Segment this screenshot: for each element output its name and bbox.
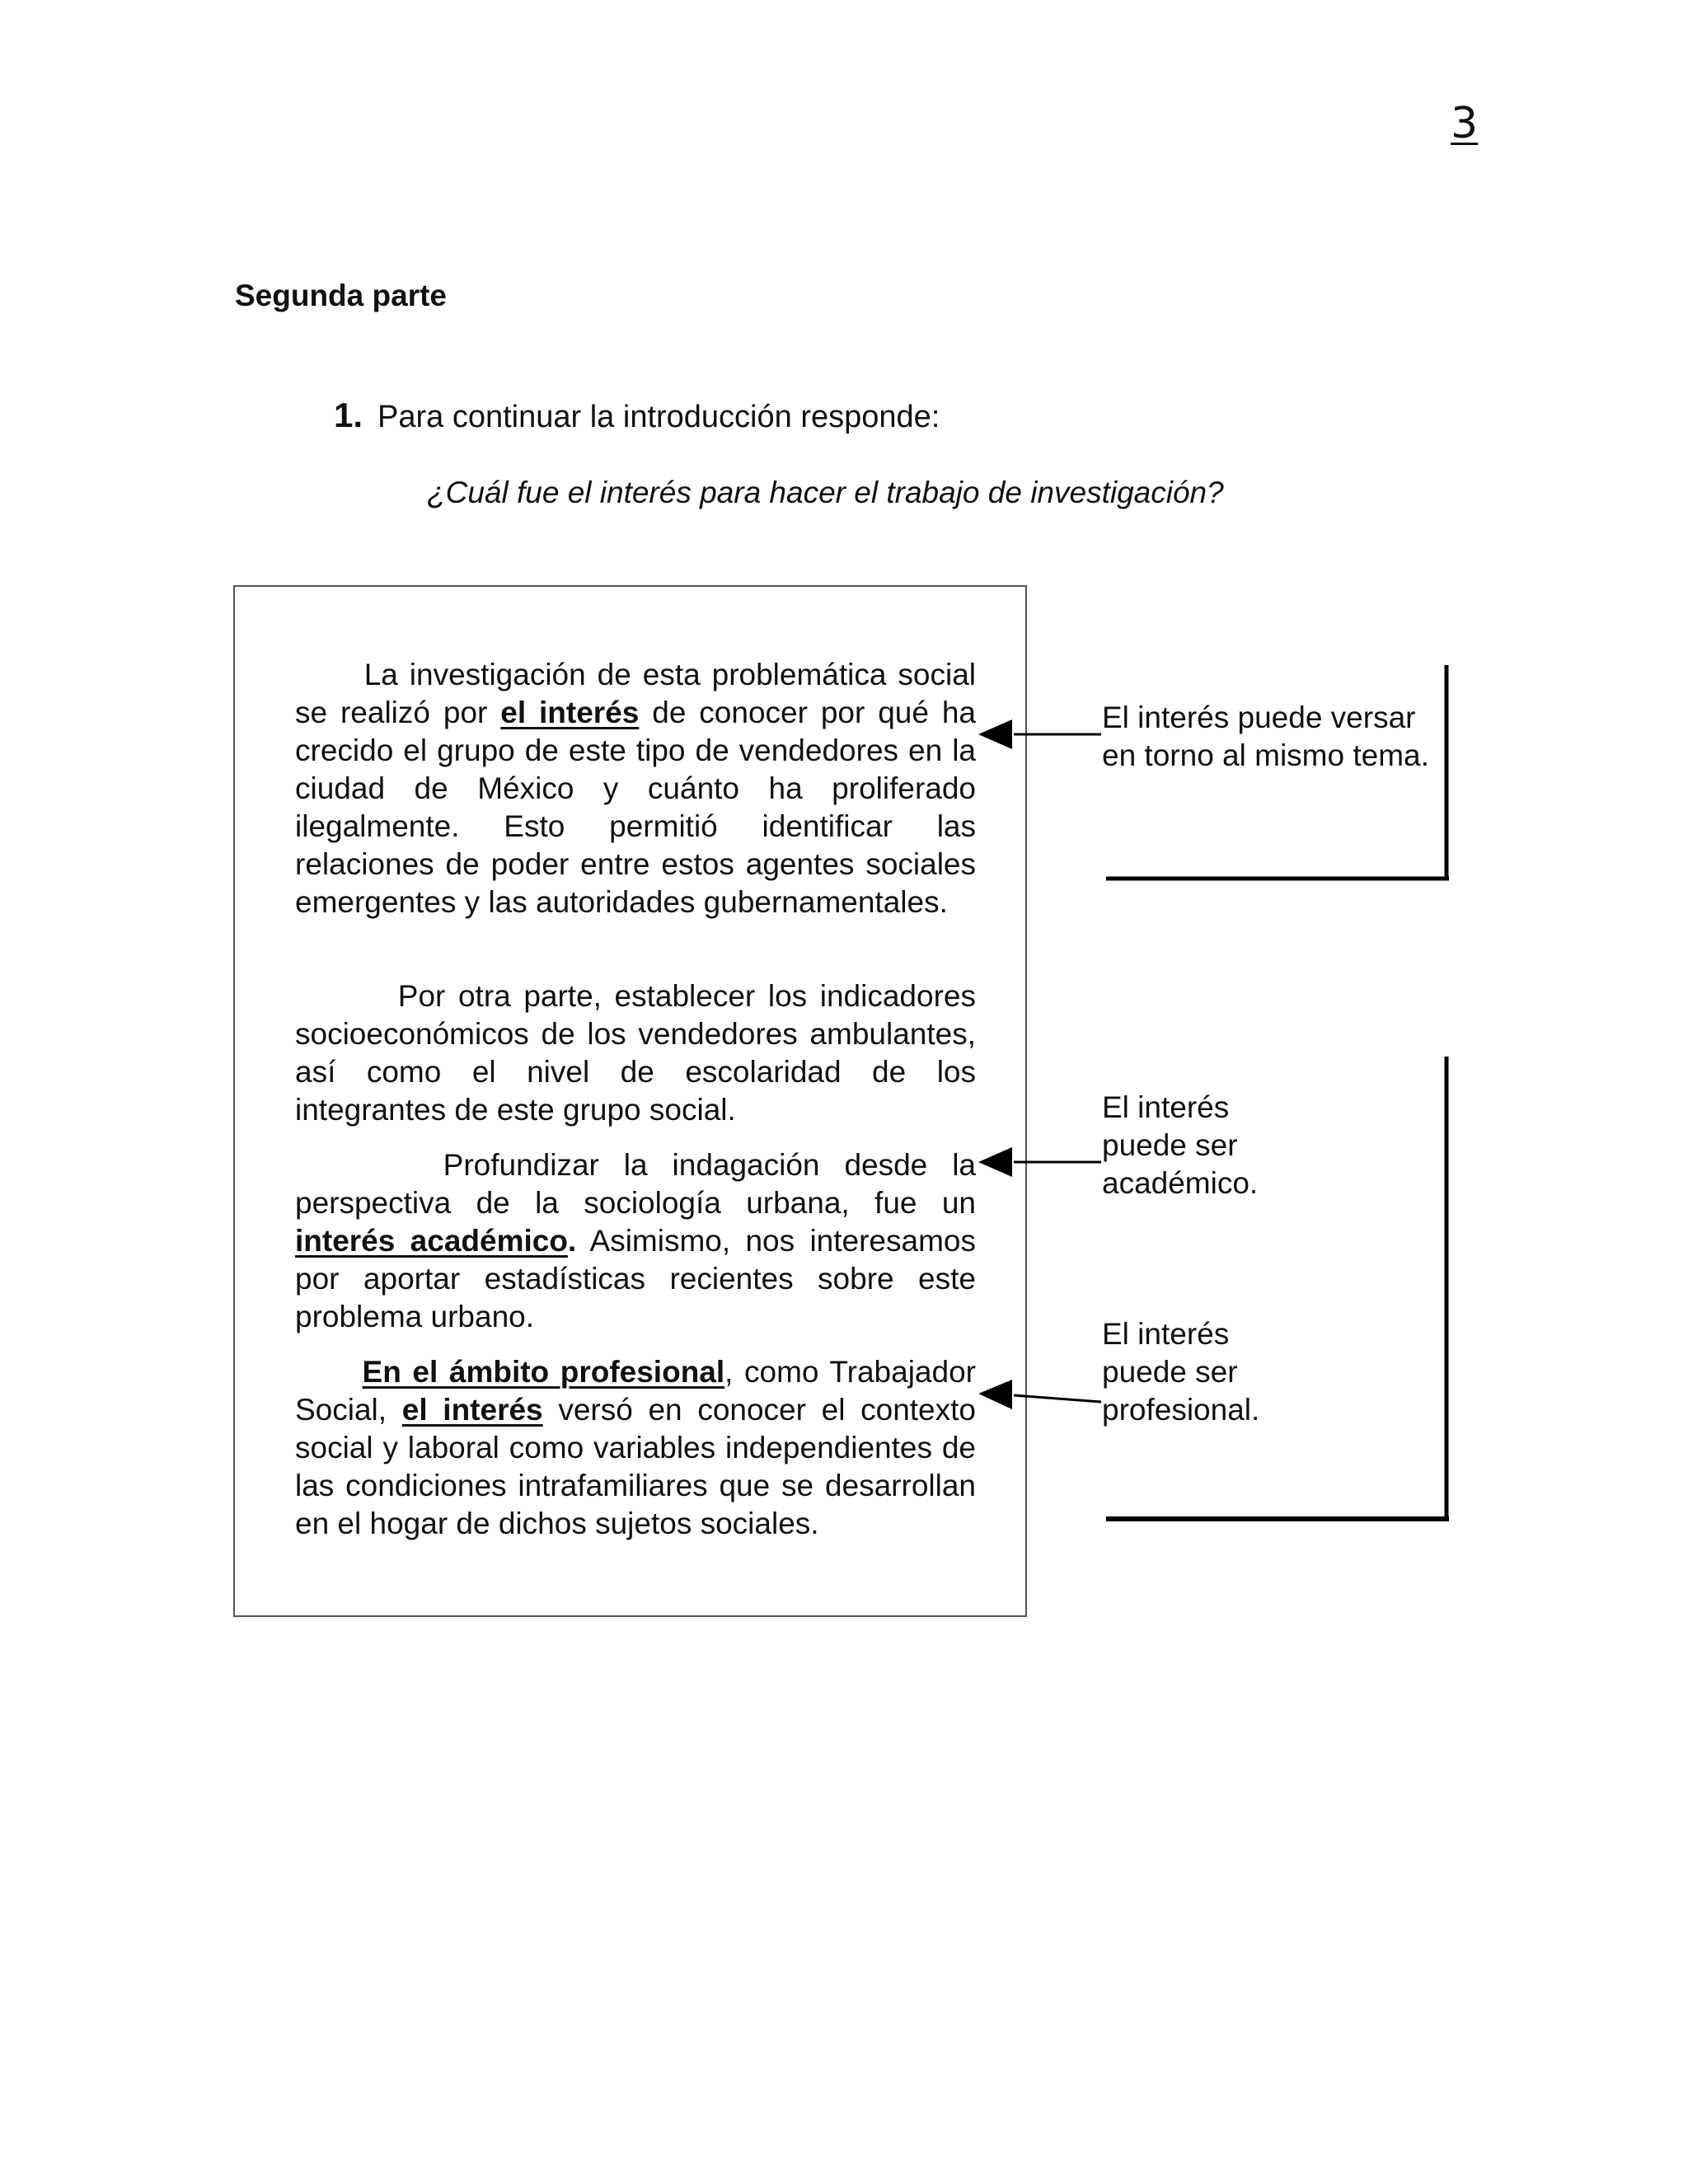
note-interest-topic: El interés puede versar en torno al mismo tema. xyxy=(1102,701,1429,772)
instruction-line xyxy=(334,396,940,435)
highlight-el-interes-2: el interés xyxy=(401,1393,543,1427)
paragraph-indicators xyxy=(295,977,976,1129)
paragraph-interest-academic xyxy=(295,1146,976,1336)
paragraph-text: Asimismo, nos interesamos por aportar estadísticas recientes sobre este problema urbano. xyxy=(295,1224,976,1333)
research-question: ¿Cuál fue el interés para hacer el trabajo de investigación? xyxy=(427,476,1224,509)
paragraph-interest-professional xyxy=(295,1353,976,1543)
highlight-el-interes: el interés xyxy=(500,696,640,729)
paragraph-text: La investigación de esta problemática social se realizó por xyxy=(295,658,976,729)
note-interest-academic: El interés puede ser académico. xyxy=(1102,1090,1259,1200)
highlight-ambito-profesional: En el ámbito profesional xyxy=(362,1355,725,1389)
paragraph-text: versó en conocer el contexto social y laboral como variables independientes de las condiciones intrafamiliares que se desarrollan en el hogar de dichos sujetos sociales. xyxy=(295,1393,976,1540)
section-title: Segunda parte xyxy=(235,279,447,312)
instruction-number: 1. xyxy=(334,396,363,434)
paragraph-text: Por otra parte, establecer los indicadores socioeconómicos de los vendedores ambulantes, así como el nivel de escolaridad de los integrantes de este grupo social. xyxy=(295,979,976,1127)
bold-period: . xyxy=(567,1224,577,1258)
note-interest-professional: El interés puede ser profesional. xyxy=(1102,1317,1260,1427)
instruction-text: Para continuar la introducción responde: xyxy=(377,400,940,434)
paragraph-text: , como Trabajador Social, xyxy=(295,1355,976,1427)
paragraph-text: de conocer por qué ha crecido el grupo de este tipo de vendedores en la ciudad de México y cuánto ha proliferado ilegalmente. Esto permitió identificar las relaciones de poder entre estos agentes sociales emergentes y las autoridades gubernamentales. xyxy=(295,696,976,919)
paragraph-interest-topic xyxy=(295,656,976,921)
page-number: 3 xyxy=(1451,99,1479,148)
highlight-interes-academico: interés académico xyxy=(295,1224,568,1258)
paragraph-text: Profundizar la indagación desde la perspectiva de la sociología urbana, fue un xyxy=(295,1148,976,1220)
